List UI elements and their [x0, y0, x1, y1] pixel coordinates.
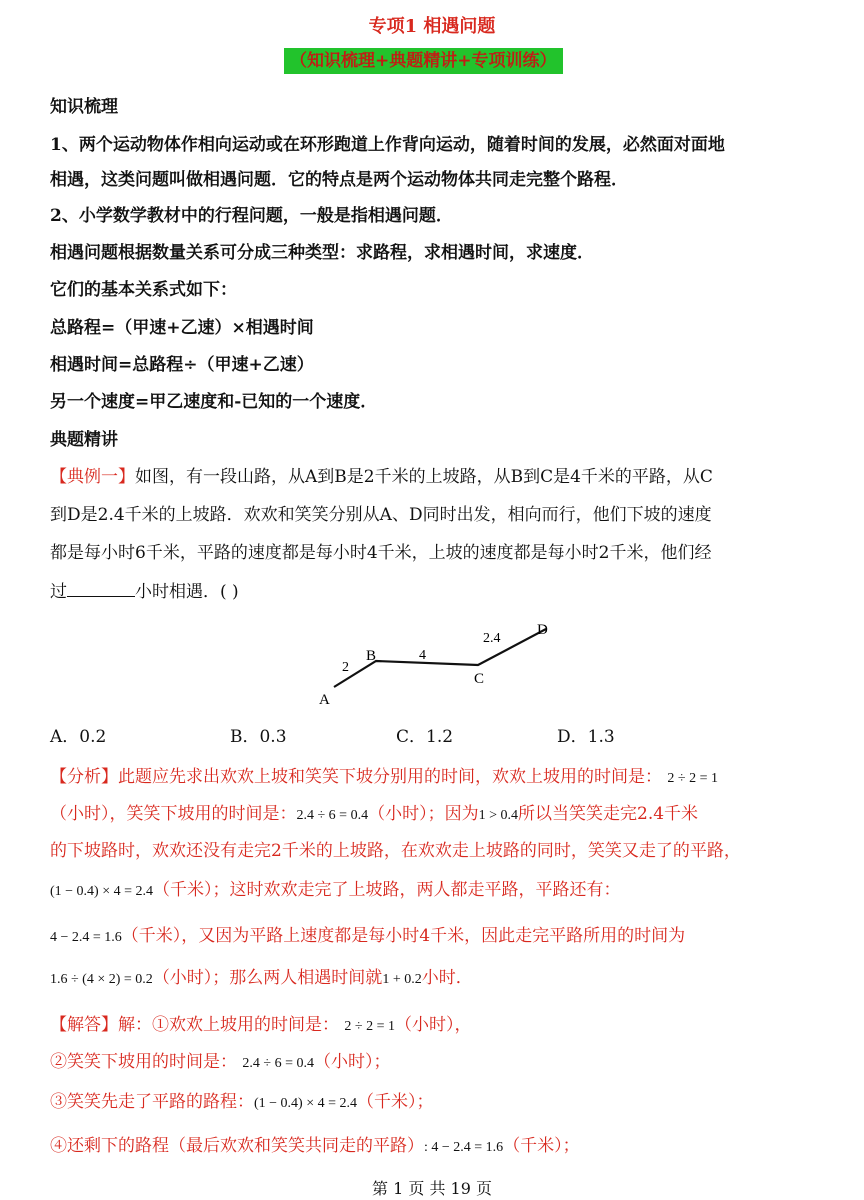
- analysis-text: 所以当笑笑走完2.4千米: [518, 804, 699, 824]
- answer-text: （千米）；: [357, 1092, 434, 1112]
- math-expression: 2 ÷ 2 = 1: [344, 1019, 395, 1034]
- page-title: 专项1 相遇问题: [368, 16, 496, 37]
- example-text: 如图，有一段山路，从A到B是2千米的上坡路，从B到C是4千米的平路，从C: [135, 467, 713, 487]
- section-heading-examples: 典题精讲: [50, 430, 118, 450]
- answer-text: （千米）；: [503, 1136, 580, 1156]
- analysis-line: [50, 762, 718, 787]
- analysis-text: （小时）；因为: [368, 804, 479, 824]
- analysis-tag: 【分析】: [50, 767, 118, 787]
- option-a: A．0.2: [50, 727, 107, 747]
- analysis-line: [50, 921, 685, 946]
- section-heading-knowledge: 知识梳理: [50, 97, 118, 117]
- example-text: 过: [50, 582, 67, 602]
- page-subtitle: （知识梳理+典题精讲+专项训练）: [284, 48, 563, 74]
- example-line: [50, 577, 239, 602]
- answer-line: [50, 1087, 434, 1112]
- math-expression: 2.4 ÷ 6 = 0.4: [242, 1056, 314, 1071]
- analysis-text: （小时），笑笑下坡用的时间是：: [50, 804, 297, 824]
- math-expression: (1 − 0.4) × 4 = 2.4: [254, 1096, 358, 1111]
- analysis-text: （小时）；那么两人相遇时间就: [152, 968, 383, 988]
- answer-text: ②笑笑下坡用的时间是：: [50, 1052, 237, 1072]
- answer-text: （小时），: [395, 1015, 472, 1035]
- formula-meet-time: 相遇时间=总路程÷（甲速+乙速）: [50, 355, 314, 375]
- analysis-line: [50, 875, 621, 900]
- math-expression: 1 + 0.2: [382, 972, 422, 987]
- knowledge-line: 相遇问题根据数量关系可分成三种类型：求路程，求相遇时间，求速度．: [50, 243, 594, 263]
- math-expression: 1 > 0.4: [478, 808, 518, 823]
- answer-line: [50, 1131, 580, 1156]
- answer-blank: [67, 580, 135, 597]
- answer-text: （小时）；: [314, 1052, 391, 1072]
- analysis-text: （千米）；这时欢欢走完了上坡路，两人都走平路，平路还有：: [153, 880, 621, 900]
- math-expression: (1 − 0.4) × 4 = 2.4: [50, 884, 154, 899]
- segment-label-cd: 2.4: [483, 631, 501, 646]
- answer-line: [50, 1010, 472, 1035]
- segment-label-ab: 2: [342, 660, 349, 675]
- option-d: D．1.3: [557, 727, 615, 747]
- math-expression: 2.4 ÷ 6 = 0.4: [296, 808, 369, 823]
- page-number-footer: 第 1 页 共 19 页: [372, 1179, 492, 1198]
- answer-text: ④还剩下的路程（最后欢欢和笑笑共同走的平路）: [50, 1136, 424, 1156]
- analysis-text: 小时．: [421, 968, 473, 988]
- math-expression: 2 ÷ 2 = 1: [667, 771, 718, 786]
- point-label-c: C: [474, 671, 485, 687]
- mountain-road-diagram: [300, 612, 580, 712]
- math-expression: : 4 − 2.4 = 1.6: [424, 1140, 504, 1155]
- knowledge-line: 相遇，这类问题叫做相遇问题．它的特点是两个运动物体共同走完整个路程．: [50, 170, 628, 190]
- answer-line: [50, 1047, 391, 1072]
- analysis-line: [50, 799, 698, 824]
- formula-other-speed: 另一个速度=甲乙速度和-已知的一个速度．: [50, 392, 378, 412]
- point-label-a: A: [319, 692, 330, 708]
- example-line: 都是每小时6千米，平路的速度都是每小时4千米，上坡的速度都是每小时2千米，他们经: [50, 543, 712, 563]
- example-text: 小时相遇．( ): [135, 582, 239, 602]
- analysis-text: 此题应先求出欢欢上坡和笑笑下坡分别用的时间，欢欢上坡用的时间是：: [118, 767, 662, 787]
- answer-tag: 【解答】: [50, 1015, 118, 1035]
- option-c: C．1.2: [396, 727, 454, 747]
- example-line: 到D是2.4千米的上坡路．欢欢和笑笑分别从A、D同时出发，相向而行，他们下坡的速度: [50, 505, 712, 525]
- math-expression: 1.6 ÷ (4 × 2) = 0.2: [50, 972, 153, 987]
- math-expression: 4 − 2.4 = 1.6: [50, 930, 122, 945]
- knowledge-line: 2、小学数学教材中的行程问题，一般是指相遇问题．: [50, 206, 453, 226]
- analysis-text: （千米），又因为平路上速度都是每小时4千米，因此走完平路所用的时间为: [121, 926, 686, 946]
- knowledge-line: 它们的基本关系式如下：: [50, 280, 237, 300]
- answer-text: ③笑笑先走了平路的路程：: [50, 1092, 254, 1112]
- analysis-line: 的下坡路时，欢欢还没有走完2千米的上坡路，在欢欢走上坡路的同时，笑笑又走了的平路，: [50, 841, 741, 861]
- option-b: B．0.3: [230, 727, 287, 747]
- answer-text: 解：①欢欢上坡用的时间是：: [118, 1015, 339, 1035]
- point-label-b: B: [366, 648, 377, 664]
- knowledge-line: 1、两个运动物体作相向运动或在环形跑道上作背向运动，随着时间的发展，必然面对面地: [50, 135, 725, 155]
- example-tag: 【典例一】: [50, 467, 135, 487]
- segment-label-bc: 4: [419, 648, 426, 663]
- example-line: [50, 462, 713, 487]
- analysis-line: [50, 963, 473, 988]
- formula-total-distance: 总路程=（甲速+乙速）×相遇时间: [50, 318, 314, 338]
- point-label-d: D: [537, 622, 548, 638]
